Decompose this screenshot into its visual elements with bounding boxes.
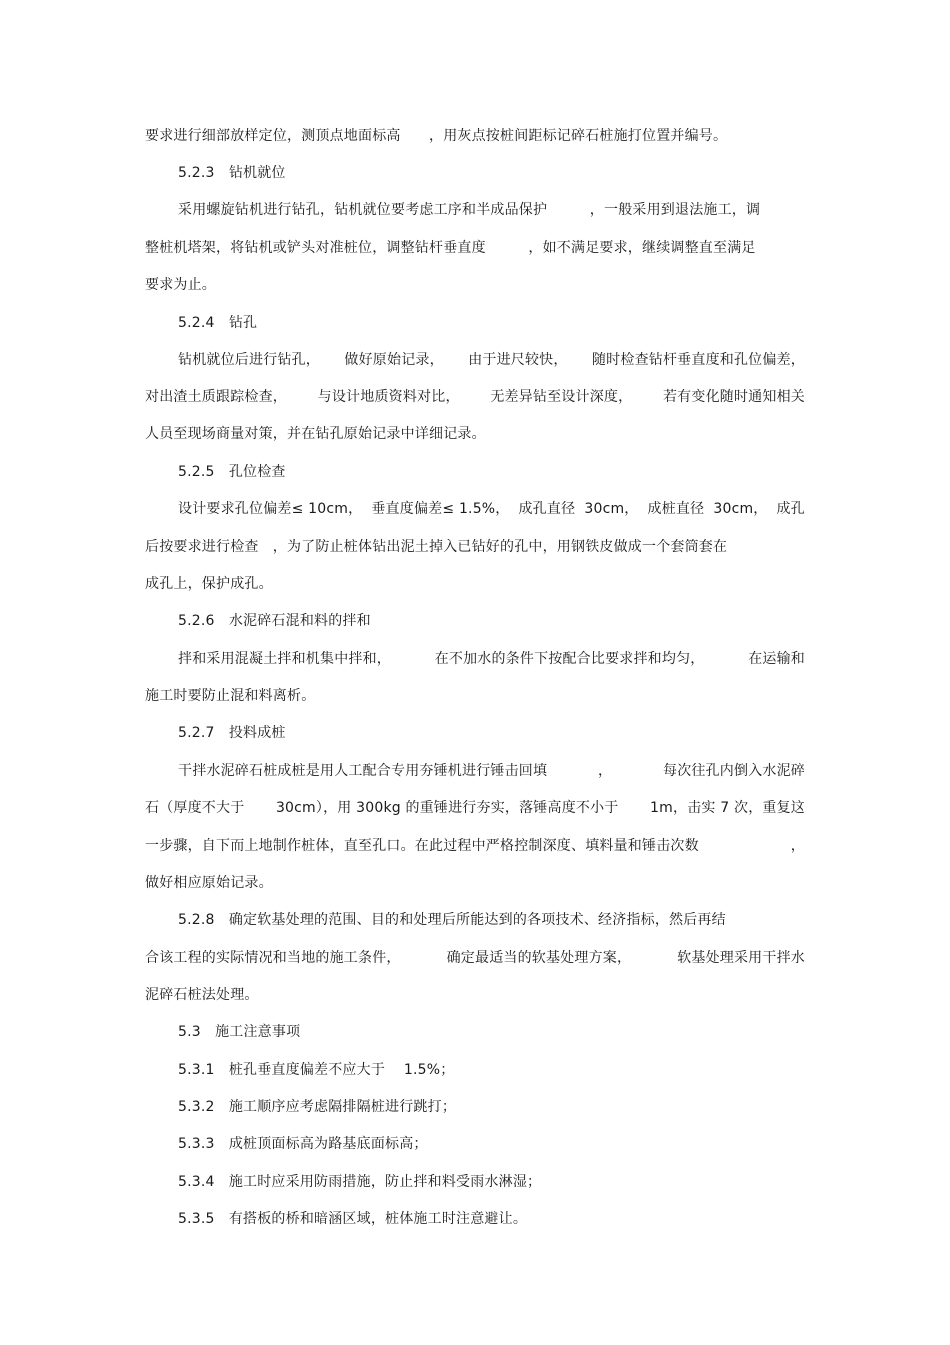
text-segment: 垂直度偏差≤ 1.5%， <box>371 501 510 517</box>
text-segment: 确定最适当的软基处理方案， <box>446 950 632 966</box>
text-segment: 拌和采用混凝土拌和机集中拌和， <box>178 651 391 667</box>
text-segment: 与设计地质资料对比， <box>317 389 460 405</box>
paragraph-line: 后按要求进行检查 ，为了防止桩体钻出泥土掉入已钻好的孔中，用钢铁皮做成一个套筒套在 <box>145 539 728 555</box>
paragraph-line: 成孔上，保护成孔。 <box>145 576 273 592</box>
paragraph-line <box>178 649 805 669</box>
text-segment: 钻机就位后进行钻孔， <box>178 352 320 368</box>
section-heading-5-2-5: 5.2.5 孔位检查 <box>178 464 286 480</box>
text-segment: ， <box>790 838 805 854</box>
text-segment: 石（厚度不大于 <box>145 800 245 816</box>
text-segment: 做好原始记录， <box>344 352 444 368</box>
paragraph-line: 采用螺旋钻机进行钻孔，钻机就位要考虑工序和半成品保护 ，一般采用到退法施工，调 <box>178 202 761 218</box>
text-segment: 干拌水泥碎石桩成桩是用人工配合专用夯锤机进行锤击回填 <box>178 763 548 779</box>
text-segment: 在不加水的条件下按配合比要求拌和均匀， <box>434 651 705 667</box>
text-segment: 对出渣土质跟踪检查， <box>145 389 287 405</box>
text-segment: 30cm， <box>713 501 768 517</box>
section-heading-5-2-8: 5.2.8 确定软基处理的范围、目的和处理后所能达到的各项技术、经济指标，然后再结 <box>178 912 726 928</box>
paragraph-line: 人员至现场商量对策，并在钻孔原始记录中详细记录。 <box>145 426 486 442</box>
text-segment: 成孔 <box>776 501 805 517</box>
text-segment: 无差异钻至设计深度， <box>490 389 633 405</box>
paragraph-line <box>145 836 805 856</box>
list-item-5-3-3: 5.3.3 成桩顶面标高为路基底面标高； <box>178 1136 428 1152</box>
text-segment: 30cm， <box>584 501 639 517</box>
paragraph-line: 整桩机塔架，将钻机或铲头对准桩位，调整钻杆垂直度 ，如不满足要求，继续调整直至满足 <box>145 240 756 256</box>
list-item-5-3-1: 5.3.1 桩孔垂直度偏差不应大于 1.5%； <box>178 1062 455 1078</box>
paragraph-line: 施工时要防止混和料离析。 <box>145 688 316 704</box>
paragraph-line <box>178 761 805 781</box>
text-segment: 软基处理采用干拌水 <box>677 950 805 966</box>
section-heading-5-2-6: 5.2.6 水泥碎石混和料的拌和 <box>178 613 371 629</box>
text-segment: 若有变化随时通知相关 <box>662 389 805 405</box>
text-segment: 成孔直径 <box>518 501 576 517</box>
paragraph-line <box>178 350 805 370</box>
paragraph-line <box>178 499 805 519</box>
paragraph-line: 做好相应原始记录。 <box>145 875 273 891</box>
text-segment: ， <box>598 763 613 779</box>
text-segment: 1m，击实 7 次，重复这 <box>650 800 805 816</box>
text-segment: 在运输和 <box>748 651 805 667</box>
section-heading-5-2-4: 5.2.4 钻孔 <box>178 315 258 331</box>
text-segment: 一步骤，自下而上地制作桩体，直至孔口。在此过程中严格控制深度、填料量和锤击次数 <box>145 838 699 854</box>
paragraph-line <box>145 798 805 818</box>
text-segment: 设计要求孔位偏差≤ 10cm， <box>178 501 363 517</box>
text-segment: 合该工程的实际情况和当地的施工条件， <box>145 950 401 966</box>
text-segment: 每次往孔内倒入水泥碎 <box>663 763 805 779</box>
text-segment: 由于进尺较快， <box>468 352 568 368</box>
list-item-5-3-4: 5.3.4 施工时应采用防雨措施，防止拌和料受雨水淋湿； <box>178 1174 542 1190</box>
section-heading-5-2-3: 5.2.3 钻机就位 <box>178 165 286 181</box>
text-segment: 成桩直径 <box>647 501 705 517</box>
text-segment: 30cm），用 300kg 的重锤进行夯实，落锤高度不小于 <box>275 800 619 816</box>
text-segment: 随时检查钻杆垂直度和孔位偏差， <box>591 352 805 368</box>
paragraph-line: 泥碎石桩法处理。 <box>145 987 259 1003</box>
paragraph-line <box>145 948 805 968</box>
paragraph-line <box>145 387 805 407</box>
section-heading-5-3: 5.3 施工注意事项 <box>178 1024 301 1040</box>
paragraph-line: 要求进行细部放样定位，测顶点地面标高 ，用灰点按桩间距标记碎石桩施打位置并编号。 <box>145 128 728 144</box>
paragraph-line: 要求为止。 <box>145 277 216 293</box>
list-item-5-3-2: 5.3.2 施工顺序应考虑隔排隔桩进行跳打； <box>178 1099 457 1115</box>
section-heading-5-2-7: 5.2.7 投料成桩 <box>178 725 286 741</box>
list-item-5-3-5: 5.3.5 有搭板的桥和暗涵区域，桩体施工时注意避让。 <box>178 1211 528 1227</box>
